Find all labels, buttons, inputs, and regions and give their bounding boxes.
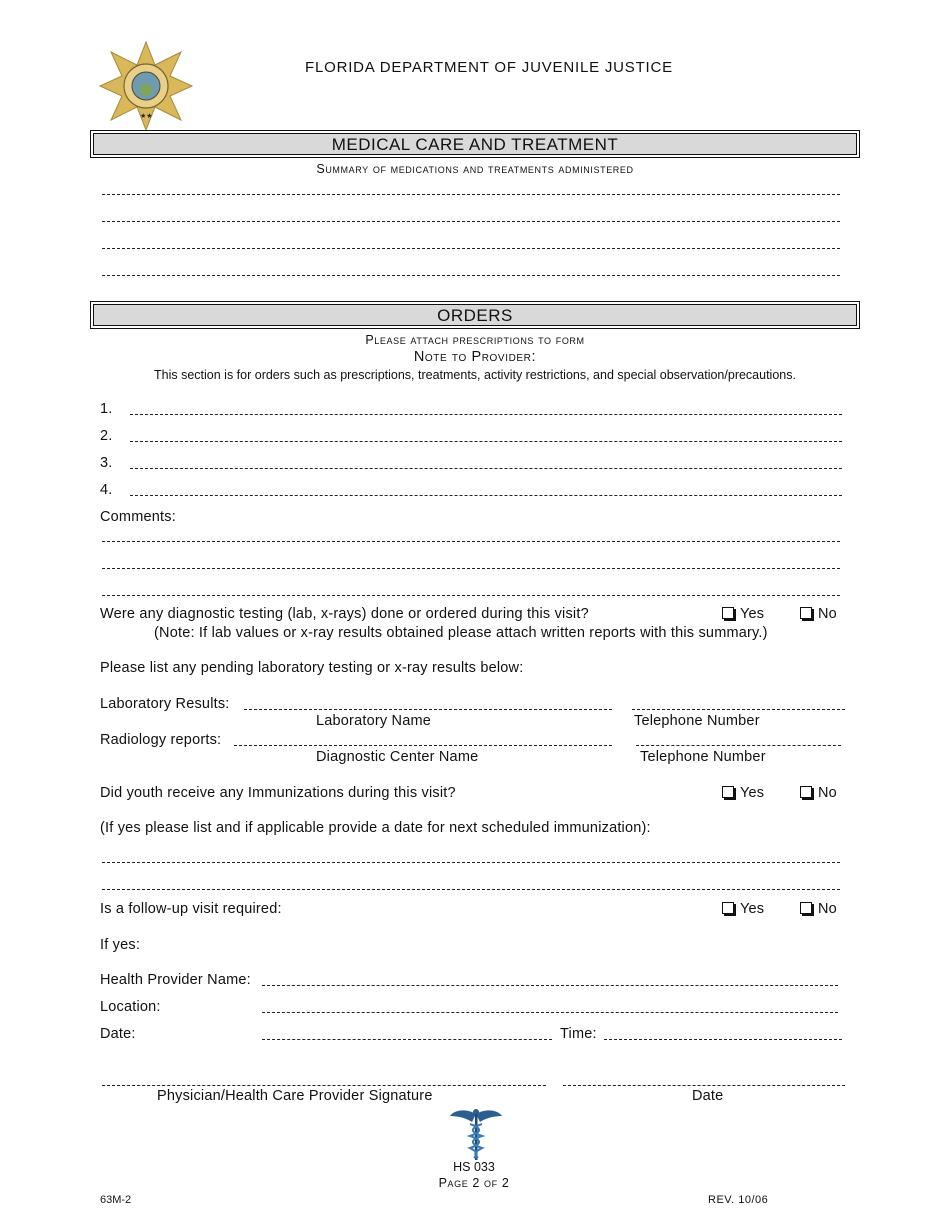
checkbox-icon [800, 902, 812, 914]
summary-line-4[interactable] [102, 275, 840, 276]
comments-label: Comments: [100, 509, 176, 525]
radiology-center-caption: Diagnostic Center Name [316, 749, 479, 765]
radiology-phone-line[interactable] [636, 745, 841, 746]
orders-title: ORDERS [93, 304, 857, 326]
immunization-question: Did youth receive any Immunizations during this visit? [100, 785, 456, 801]
order-line-4[interactable] [130, 495, 842, 496]
order-line-2[interactable] [130, 441, 842, 442]
note-to-provider-label: Note to Provider: [413, 349, 537, 365]
lab-phone-caption: Telephone Number [634, 713, 760, 729]
attach-instructions: Please attach prescriptions to form [365, 333, 585, 347]
signature-line[interactable] [102, 1085, 546, 1086]
caduceus-icon [448, 1106, 504, 1162]
signature-caption: Physician/Health Care Provider Signature [157, 1088, 433, 1104]
checkbox-icon [722, 902, 734, 914]
department-seal [98, 40, 194, 132]
yes-label: Yes [740, 785, 765, 801]
order-line-3[interactable] [130, 468, 842, 469]
immunization-line-1[interactable] [102, 862, 840, 863]
order-line-1[interactable] [130, 414, 842, 415]
orders-header [90, 301, 860, 329]
date-label: Date: [100, 1026, 136, 1042]
diagnostic-no-checkbox[interactable] [800, 606, 837, 622]
immunization-yes-checkbox[interactable] [722, 785, 764, 801]
time-label: Time: [560, 1026, 597, 1042]
diagnostic-note: (Note: If lab values or x-ray results obtained please attach written reports with this summary.) [154, 625, 768, 641]
location-label: Location: [100, 999, 161, 1015]
if-yes-label: If yes: [100, 937, 141, 953]
checkbox-icon [722, 786, 734, 798]
checkbox-icon [800, 607, 812, 619]
followup-question: Is a follow-up visit required: [100, 901, 282, 917]
pending-results-prompt: Please list any pending laboratory testing or x-ray results below: [100, 660, 524, 676]
note-to-provider-text: This section is for orders such as prescriptions, treatments, activity restrictions, and special observation/precautions. [154, 368, 796, 382]
medical-care-title: MEDICAL CARE AND TREATMENT [93, 133, 857, 155]
medical-subtitle: Summary of medications and treatments administered [316, 162, 634, 176]
medical-care-header [90, 130, 860, 158]
summary-line-3[interactable] [102, 248, 840, 249]
provider-name-label: Health Provider Name: [100, 972, 251, 988]
provider-name-line[interactable] [262, 985, 838, 986]
no-label: No [818, 785, 837, 801]
yes-label: Yes [740, 606, 765, 622]
lab-phone-line[interactable] [632, 709, 845, 710]
lab-name-line[interactable] [244, 709, 612, 710]
checkbox-icon [722, 607, 734, 619]
order-number: 4. [100, 482, 113, 498]
radiology-center-line[interactable] [234, 745, 612, 746]
radiology-phone-caption: Telephone Number [640, 749, 766, 765]
no-label: No [818, 606, 837, 622]
signature-date-caption: Date [692, 1088, 724, 1104]
time-line[interactable] [604, 1039, 842, 1040]
no-label: No [818, 901, 837, 917]
page-number: Page 2 of 2 [438, 1176, 510, 1190]
comments-line-2[interactable] [102, 568, 840, 569]
yes-label: Yes [740, 901, 765, 917]
form-id: HS 033 [453, 1160, 495, 1174]
order-number: 3. [100, 455, 113, 471]
order-number: 2. [100, 428, 113, 444]
date-line[interactable] [262, 1039, 552, 1040]
summary-line-1[interactable] [102, 194, 840, 195]
form-code: 63M-2 [100, 1194, 132, 1206]
immunization-instructions: (If yes please list and if applicable provide a date for next scheduled immunization): [100, 820, 651, 836]
revision-date: REV. 10/06 [708, 1194, 769, 1206]
followup-yes-checkbox[interactable] [722, 901, 764, 917]
immunization-no-checkbox[interactable] [800, 785, 837, 801]
lab-name-caption: Laboratory Name [316, 713, 432, 729]
agency-title: FLORIDA DEPARTMENT OF JUVENILE JUSTICE [305, 59, 673, 76]
svg-text:★★: ★★ [140, 113, 153, 120]
followup-no-checkbox[interactable] [800, 901, 837, 917]
signature-date-line[interactable] [563, 1085, 845, 1086]
checkbox-icon [800, 786, 812, 798]
diagnostic-question: Were any diagnostic testing (lab, x-rays) done or ordered during this visit? [100, 606, 589, 622]
diagnostic-yes-checkbox[interactable] [722, 606, 764, 622]
comments-line-3[interactable] [102, 595, 840, 596]
location-line[interactable] [262, 1012, 838, 1013]
order-number: 1. [100, 401, 113, 417]
summary-line-2[interactable] [102, 221, 840, 222]
lab-results-label: Laboratory Results: [100, 696, 230, 712]
comments-line-1[interactable] [102, 541, 840, 542]
immunization-line-2[interactable] [102, 889, 840, 890]
radiology-label: Radiology reports: [100, 732, 222, 748]
